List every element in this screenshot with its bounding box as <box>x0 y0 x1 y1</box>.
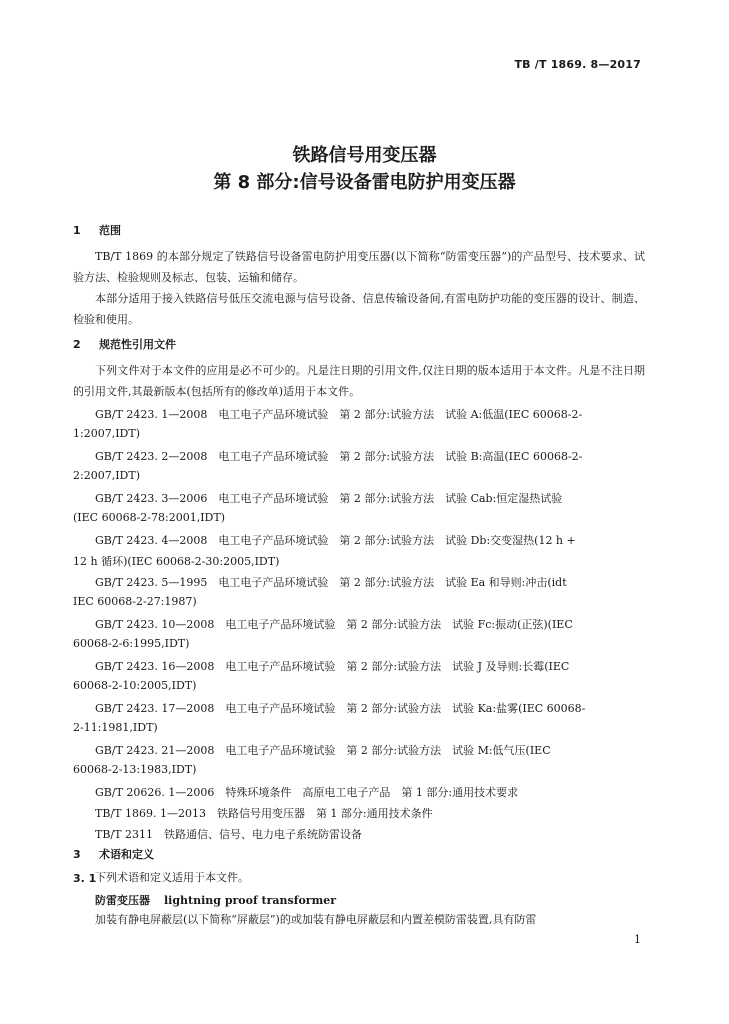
reference-line: 2-11:1981,IDT) <box>73 721 158 734</box>
reference-line: TB/T 2311 铁路通信、信号、电力电子系统防雷设备 <box>95 828 362 841</box>
reference-line: 12 h 循环)(IEC 60068-2-30:2005,IDT) <box>73 555 280 568</box>
page-number: 1 <box>634 933 641 946</box>
section-title: 术语和定义 <box>99 848 154 861</box>
section-3-intro: 下列术语和定义适用于本文件。 <box>95 871 249 884</box>
term-heading <box>95 892 336 908</box>
section-1-paragraph-1: TB/T 1869 的本部分规定了铁路信号设备雷电防护用变压器(以下简称“防雷变压器”)的产品型号、技术要求、试验方法、检验规则及标志、包装、运输和储存。 <box>73 250 645 284</box>
term-chinese: 防雷变压器 <box>95 894 150 907</box>
reference-line: GB/T 2423. 4—2008 电工电子产品环境试验 第 2 部分:试验方法 试验 Db:交变湿热(12 h + <box>95 534 576 547</box>
reference-line: 60068-2-10:2005,IDT) <box>73 679 197 692</box>
document-title: 铁路信号用变压器 <box>292 145 437 166</box>
subsection-3-1-number: 3. 1 <box>73 872 97 885</box>
term-definition: 加装有静电屏蔽层(以下简称“屏蔽层”)的或加装有静电屏蔽层和内置差模防雷装置,具有防雷 <box>95 913 537 926</box>
reference-line: IEC 60068-2-27:1987) <box>73 595 197 608</box>
term-english: lightning proof transformer <box>164 894 337 907</box>
section-number: 3 <box>73 848 81 861</box>
reference-line: 60068-2-13:1983,IDT) <box>73 763 197 776</box>
reference-line: GB/T 2423. 17—2008 电工电子产品环境试验 第 2 部分:试验方法 试验 Ka:盐雾(IEC 60068- <box>95 702 586 715</box>
standard-code: TB /T 1869. 8—2017 <box>514 58 641 71</box>
reference-line: 60068-2-6:1995,IDT) <box>73 637 190 650</box>
reference-line: GB/T 2423. 2—2008 电工电子产品环境试验 第 2 部分:试验方法 试验 B:高温(IEC 60068-2- <box>95 450 583 463</box>
section-1-heading <box>73 222 121 238</box>
section-2-heading <box>73 336 176 352</box>
reference-line: (IEC 60068-2-78:2001,IDT) <box>73 511 225 524</box>
section-2-intro: 下列文件对于本文件的应用是必不可少的。凡是注日期的引用文件,仅注日期的版本适用于本文件。凡是不注日期的引用文件,其最新版本(包括所有的修改单)适用于本文件。 <box>73 364 645 398</box>
section-1-paragraph-2: 本部分适用于接入铁路信号低压交流电源与信号设备、信息传输设备间,有雷电防护功能的变压器的设计、制造、检验和使用。 <box>73 292 645 326</box>
document-subtitle: 第 8 部分:信号设备雷电防护用变压器 <box>213 172 516 193</box>
section-title: 范围 <box>99 224 121 237</box>
reference-line: GB/T 2423. 16—2008 电工电子产品环境试验 第 2 部分:试验方法 试验 J 及导则:长霉(IEC <box>95 660 570 673</box>
section-number: 2 <box>73 338 81 351</box>
section-number: 1 <box>73 224 81 237</box>
reference-line: GB/T 2423. 5—1995 电工电子产品环境试验 第 2 部分:试验方法 试验 Ea 和导则:冲击(idt <box>95 576 567 589</box>
reference-line: TB/T 1869. 1—2013 铁路信号用变压器 第 1 部分:通用技术条件 <box>95 807 433 820</box>
reference-line: GB/T 2423. 10—2008 电工电子产品环境试验 第 2 部分:试验方法 试验 Fc:振动(正弦)(IEC <box>95 618 573 631</box>
reference-line: GB/T 2423. 21—2008 电工电子产品环境试验 第 2 部分:试验方法 试验 M:低气压(IEC <box>95 744 551 757</box>
reference-line: GB/T 2423. 3—2006 电工电子产品环境试验 第 2 部分:试验方法 试验 Cab:恒定湿热试验 <box>95 492 563 505</box>
reference-line: GB/T 2423. 1—2008 电工电子产品环境试验 第 2 部分:试验方法 试验 A:低温(IEC 60068-2- <box>95 408 583 421</box>
section-title: 规范性引用文件 <box>99 338 176 351</box>
reference-line: GB/T 20626. 1—2006 特殊环境条件 高原电工电子产品 第 1 部分:通用技术要求 <box>95 786 519 799</box>
reference-line: 2:2007,IDT) <box>73 469 140 482</box>
reference-line: 1:2007,IDT) <box>73 427 140 440</box>
section-3-heading <box>73 846 154 862</box>
